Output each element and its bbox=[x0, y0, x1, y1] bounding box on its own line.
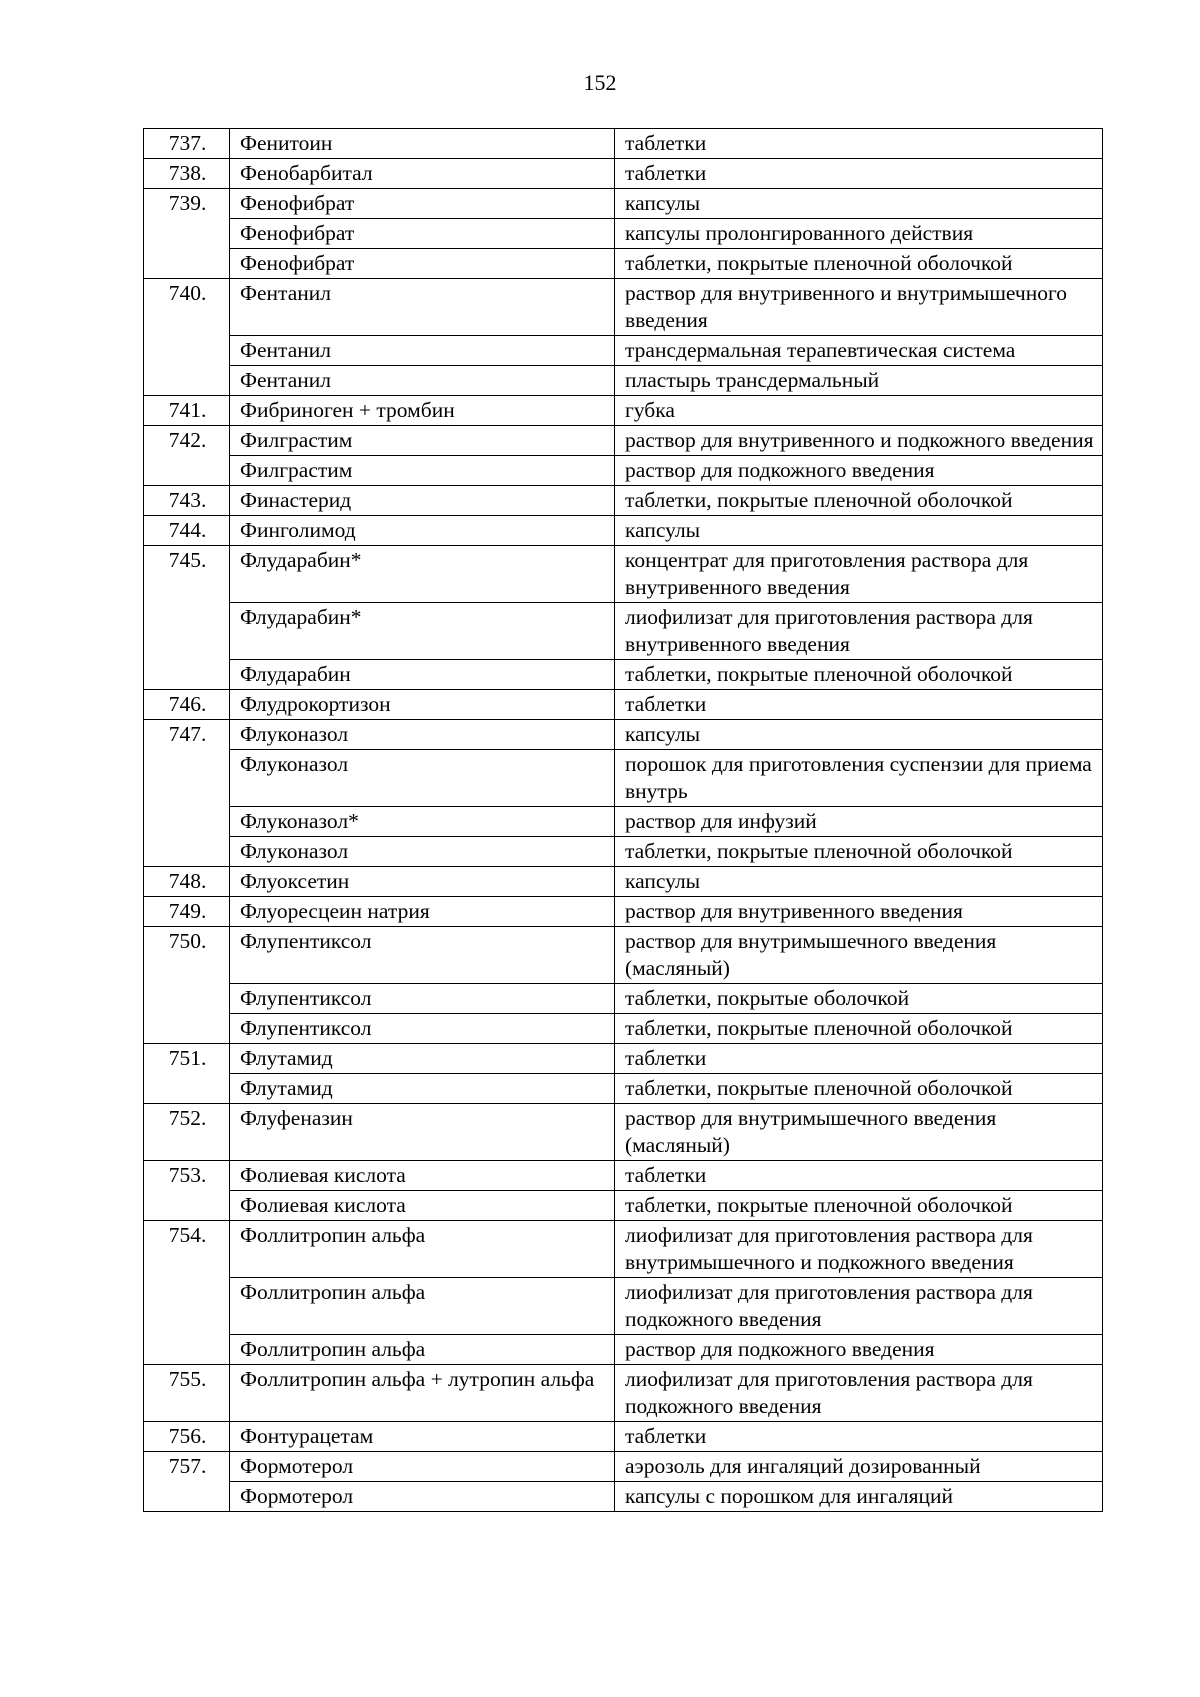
table-row bbox=[144, 396, 1103, 426]
drug-name: Финастерид bbox=[230, 486, 615, 516]
entry-number: 752. bbox=[144, 1104, 230, 1161]
table-row bbox=[144, 1104, 1103, 1161]
drug-name: Фибриноген + тромбин bbox=[230, 396, 615, 426]
entry-number: 742. bbox=[144, 426, 230, 486]
dosage-form: порошок для приготовления суспензии для приема внутрь bbox=[615, 750, 1103, 807]
dosage-form: таблетки, покрытые пленочной оболочкой bbox=[615, 1191, 1103, 1221]
drug-name: Формотерол bbox=[230, 1482, 615, 1512]
table-row bbox=[144, 1482, 1103, 1512]
dosage-form: капсулы bbox=[615, 867, 1103, 897]
drug-name: Флуконазол bbox=[230, 750, 615, 807]
drug-name: Фенитоин bbox=[230, 129, 615, 159]
drug-name: Флупентиксол bbox=[230, 927, 615, 984]
table-row bbox=[144, 927, 1103, 984]
drug-name: Фоллитропин альфа bbox=[230, 1221, 615, 1278]
dosage-form: концентрат для приготовления раствора для внутривенного введения bbox=[615, 546, 1103, 603]
drug-name: Фенофибрат bbox=[230, 249, 615, 279]
table-row bbox=[144, 456, 1103, 486]
entry-number: 746. bbox=[144, 690, 230, 720]
dosage-form: таблетки bbox=[615, 1044, 1103, 1074]
dosage-form: лиофилизат для приготовления раствора для внутривенного введения bbox=[615, 603, 1103, 660]
table-row bbox=[144, 159, 1103, 189]
dosage-form: капсулы bbox=[615, 516, 1103, 546]
drug-name: Флударабин bbox=[230, 660, 615, 690]
dosage-form: таблетки bbox=[615, 129, 1103, 159]
drug-name: Фентанил bbox=[230, 336, 615, 366]
table-row bbox=[144, 366, 1103, 396]
entry-number: 751. bbox=[144, 1044, 230, 1104]
entry-number: 740. bbox=[144, 279, 230, 396]
drug-name: Флуконазол bbox=[230, 720, 615, 750]
dosage-form: губка bbox=[615, 396, 1103, 426]
dosage-form: раствор для внутривенного и подкожного введения bbox=[615, 426, 1103, 456]
dosage-form: капсулы bbox=[615, 720, 1103, 750]
dosage-form: раствор для внутримышечного введения (масляный) bbox=[615, 1104, 1103, 1161]
drug-name: Фоллитропин альфа + лутропин альфа bbox=[230, 1365, 615, 1422]
drug-name: Фенофибрат bbox=[230, 219, 615, 249]
table-body bbox=[144, 129, 1103, 1512]
dosage-form: капсулы с порошком для ингаляций bbox=[615, 1482, 1103, 1512]
dosage-form: лиофилизат для приготовления раствора для внутримышечного и подкожного введения bbox=[615, 1221, 1103, 1278]
table-row bbox=[144, 1191, 1103, 1221]
dosage-form: раствор для внутривенного и внутримышечного введения bbox=[615, 279, 1103, 336]
drug-name: Фолиевая кислота bbox=[230, 1191, 615, 1221]
entry-number: 743. bbox=[144, 486, 230, 516]
entry-number: 750. bbox=[144, 927, 230, 1044]
table-row bbox=[144, 1452, 1103, 1482]
table-row bbox=[144, 546, 1103, 603]
drug-name: Фентанил bbox=[230, 366, 615, 396]
entry-number: 754. bbox=[144, 1221, 230, 1365]
drug-name: Флуконазол* bbox=[230, 807, 615, 837]
drug-name: Флутамид bbox=[230, 1074, 615, 1104]
dosage-form: раствор для инфузий bbox=[615, 807, 1103, 837]
dosage-form: трансдермальная терапевтическая система bbox=[615, 336, 1103, 366]
table-row bbox=[144, 1044, 1103, 1074]
dosage-form: таблетки, покрытые пленочной оболочкой bbox=[615, 486, 1103, 516]
drug-name: Фонтурацетам bbox=[230, 1422, 615, 1452]
dosage-form: таблетки, покрытые пленочной оболочкой bbox=[615, 249, 1103, 279]
dosage-form: таблетки, покрытые оболочкой bbox=[615, 984, 1103, 1014]
dosage-form: аэрозоль для ингаляций дозированный bbox=[615, 1452, 1103, 1482]
drug-name: Флуоресцеин натрия bbox=[230, 897, 615, 927]
entry-number: 755. bbox=[144, 1365, 230, 1422]
dosage-form: таблетки bbox=[615, 1422, 1103, 1452]
drug-name: Флуконазол bbox=[230, 837, 615, 867]
dosage-form: лиофилизат для приготовления раствора для подкожного введения bbox=[615, 1278, 1103, 1335]
drug-name: Фенофибрат bbox=[230, 189, 615, 219]
dosage-form: пластырь трансдермальный bbox=[615, 366, 1103, 396]
dosage-form: таблетки bbox=[615, 159, 1103, 189]
drug-name: Флупентиксол bbox=[230, 984, 615, 1014]
page-number: 152 bbox=[583, 70, 617, 95]
table-row bbox=[144, 1365, 1103, 1422]
table-row bbox=[144, 129, 1103, 159]
entry-number: 753. bbox=[144, 1161, 230, 1221]
drug-name: Фентанил bbox=[230, 279, 615, 336]
drug-name: Формотерол bbox=[230, 1452, 615, 1482]
drug-name: Флупентиксол bbox=[230, 1014, 615, 1044]
dosage-form: таблетки, покрытые пленочной оболочкой bbox=[615, 1014, 1103, 1044]
entry-number: 757. bbox=[144, 1452, 230, 1512]
dosage-form: таблетки bbox=[615, 690, 1103, 720]
table-row bbox=[144, 807, 1103, 837]
dosage-form: таблетки, покрытые пленочной оболочкой bbox=[615, 837, 1103, 867]
entry-number: 747. bbox=[144, 720, 230, 867]
table-row bbox=[144, 897, 1103, 927]
table-row bbox=[144, 336, 1103, 366]
table-row bbox=[144, 1161, 1103, 1191]
table-row bbox=[144, 189, 1103, 219]
entry-number: 745. bbox=[144, 546, 230, 690]
table-row bbox=[144, 279, 1103, 336]
dosage-form: лиофилизат для приготовления раствора для подкожного введения bbox=[615, 1365, 1103, 1422]
drug-name: Флударабин* bbox=[230, 603, 615, 660]
entry-number: 741. bbox=[144, 396, 230, 426]
entry-number: 744. bbox=[144, 516, 230, 546]
dosage-form: раствор для внутривенного введения bbox=[615, 897, 1103, 927]
dosage-form: таблетки bbox=[615, 1161, 1103, 1191]
table-row bbox=[144, 1014, 1103, 1044]
drug-name: Фоллитропин альфа bbox=[230, 1278, 615, 1335]
dosage-form: капсулы пролонгированного действия bbox=[615, 219, 1103, 249]
entry-number: 749. bbox=[144, 897, 230, 927]
drug-name: Фолиевая кислота bbox=[230, 1161, 615, 1191]
entry-number: 748. bbox=[144, 867, 230, 897]
drug-name: Филграстим bbox=[230, 426, 615, 456]
table-row bbox=[144, 750, 1103, 807]
table-row bbox=[144, 1074, 1103, 1104]
drug-name: Флудрокортизон bbox=[230, 690, 615, 720]
dosage-form: таблетки, покрытые пленочной оболочкой bbox=[615, 1074, 1103, 1104]
table-row bbox=[144, 1278, 1103, 1335]
dosage-form: таблетки, покрытые пленочной оболочкой bbox=[615, 660, 1103, 690]
drug-name: Фенобарбитал bbox=[230, 159, 615, 189]
dosage-form: раствор для подкожного введения bbox=[615, 1335, 1103, 1365]
drug-name: Флутамид bbox=[230, 1044, 615, 1074]
drug-table bbox=[143, 128, 1103, 1512]
table-row bbox=[144, 249, 1103, 279]
table-row bbox=[144, 1335, 1103, 1365]
drug-name: Флуфеназин bbox=[230, 1104, 615, 1161]
dosage-form: раствор для подкожного введения bbox=[615, 456, 1103, 486]
table-row bbox=[144, 837, 1103, 867]
dosage-form: раствор для внутримышечного введения (масляный) bbox=[615, 927, 1103, 984]
table-row bbox=[144, 1221, 1103, 1278]
dosage-form: капсулы bbox=[615, 189, 1103, 219]
entry-number: 756. bbox=[144, 1422, 230, 1452]
entry-number: 737. bbox=[144, 129, 230, 159]
table-row bbox=[144, 486, 1103, 516]
table-row bbox=[144, 426, 1103, 456]
table-row bbox=[144, 219, 1103, 249]
drug-name: Филграстим bbox=[230, 456, 615, 486]
drug-name: Флуоксетин bbox=[230, 867, 615, 897]
table-row bbox=[144, 660, 1103, 690]
table-row bbox=[144, 1422, 1103, 1452]
drug-name: Флударабин* bbox=[230, 546, 615, 603]
table-row bbox=[144, 603, 1103, 660]
table-row bbox=[144, 720, 1103, 750]
entry-number: 739. bbox=[144, 189, 230, 279]
drug-name: Фоллитропин альфа bbox=[230, 1335, 615, 1365]
table-row bbox=[144, 984, 1103, 1014]
table-row bbox=[144, 516, 1103, 546]
table-row bbox=[144, 867, 1103, 897]
table-row bbox=[144, 690, 1103, 720]
entry-number: 738. bbox=[144, 159, 230, 189]
drug-name: Финголимод bbox=[230, 516, 615, 546]
